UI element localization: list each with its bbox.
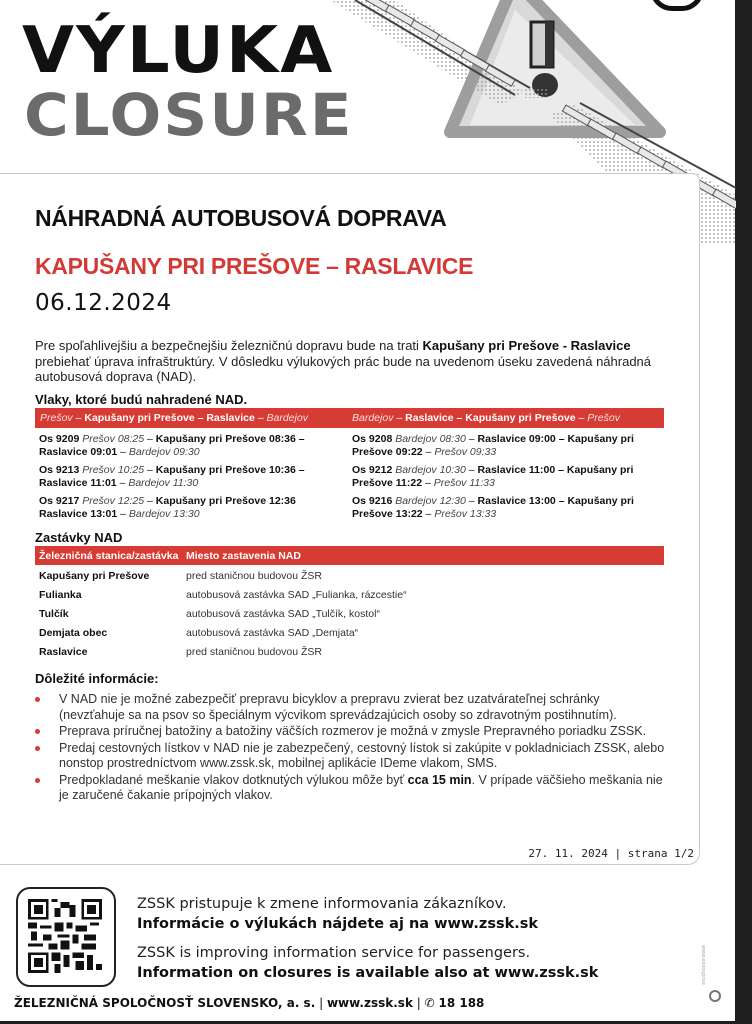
direction-from: Bardejov: [352, 412, 394, 424]
train-stop: Prešove 11:22: [352, 477, 423, 489]
phone-icon: ✆: [424, 996, 439, 1010]
list-item: [35, 773, 665, 804]
info-text: V NAD nie je možné zabezpečiť prepravu bicyklov a prepravu zvierat bez uzatvárateľnej schránky (nevzťahuje sa na psov so špeciálnym výcvikom sprevádzajúcich osoby so zdravotným postihnutím).: [59, 692, 617, 722]
list-item: [35, 741, 665, 772]
list-item: [35, 724, 665, 740]
intro-text: Pre spoľahlivejšiu a bezpečnejšiu železničnú dopravu bude na trati: [35, 338, 423, 353]
table-row: [35, 644, 664, 662]
train-end: Bardejov 09:30: [128, 446, 200, 458]
company-line: [14, 996, 484, 1010]
stop-place: pred staničnou budovou ŽSR: [186, 646, 323, 658]
train-stop: Raslavice 13:01: [39, 508, 118, 520]
train-stop: Raslavice 11:01: [39, 477, 117, 489]
trains-section-title: Vlaky, ktoré budú nahradené NAD.: [35, 392, 248, 407]
intro-paragraph: [35, 338, 655, 385]
company-name: ŽELEZNIČNÁ SPOLOČNOSŤ SLOVENSKO, a. s.: [14, 996, 316, 1010]
info-text: Predaj cestovných lístkov v NAD nie je zabezpečený, cestovný lístok si zakúpite v pokladniciach ZSSK, alebo nonstop prostredníctvom www.zssk.sk, mobilnej aplikácie IDeme vlakom, SMS.: [59, 740, 665, 770]
direction-to: Bardejov: [266, 412, 308, 424]
bullet-icon: [35, 697, 40, 702]
train-entry: Os 9213 Prešov 10:25 – Kapušany pri Prešove 10:36 – Raslavice 11:01 – Bardejov 11:30: [39, 464, 305, 489]
separator: –: [575, 412, 588, 424]
viewer-edge-strip: [735, 0, 752, 1024]
train-end: Prešov 11:33: [433, 477, 495, 489]
train-number: Os 9216: [352, 495, 393, 507]
train-number: Os 9212: [352, 464, 393, 476]
separator: –: [393, 412, 406, 424]
train-entry: Os 9216 Bardejov 12:30 – Raslavice 13:00 – Kapušany pri Prešove 13:22 – Prešov 13:33: [352, 495, 634, 520]
train-number: Os 9208: [352, 433, 393, 445]
notice-date: 06.12.2024: [35, 290, 172, 316]
train-start: Bardejov 12:30: [395, 495, 466, 507]
separator: –: [72, 412, 85, 424]
bullet-icon: [35, 778, 40, 783]
train-number: Os 9213: [39, 464, 80, 476]
info-text: Preprava príručnej batožiny a batožiny väčších rozmerov je možná v zmysle Prepravného poriadku ZSSK.: [59, 724, 647, 738]
info-text: Predpokladané meškanie vlakov dotknutých výlukou môže byť: [59, 772, 408, 787]
qr-code-icon[interactable]: [16, 887, 116, 987]
promo-en-line2: Information on closures is available also at www.zssk.sk: [137, 965, 599, 981]
train-stop: Raslavice 11:00 – Kapušany pri: [477, 464, 634, 476]
station-name: Demjata obec: [39, 627, 108, 639]
direction-header-2: [352, 412, 620, 424]
stops-section-title: Zastávky NAD: [35, 530, 123, 545]
train-entry: Os 9212 Bardejov 10:30 – Raslavice 11:00 – Kapušany pri Prešove 11:22 – Prešov 11:33: [352, 464, 634, 489]
train-end: Prešov 13:33: [434, 508, 497, 520]
intro-text-cont: prebiehať úprava infraštruktúry. V dôsledku výlukových prác bude na uvedenom úseku zavedená náhradná autobusová doprava (NAD).: [35, 353, 652, 384]
notice-heading: NÁHRADNÁ AUTOBUSOVÁ DOPRAVA: [35, 205, 447, 231]
table-row: [35, 606, 664, 624]
notice-route: KAPUŠANY PRI PREŠOVE – RASLAVICE: [35, 253, 474, 279]
stop-place: autobusová zastávka SAD „Demjata“: [186, 627, 359, 639]
train-end: Bardejov 11:30: [128, 477, 199, 489]
column-header-station: Železničná stanica/zastávka: [39, 550, 179, 562]
promo-en-line1: ZSSK is improving information service for passengers.: [137, 945, 531, 961]
train-stop: Raslavice 09:01: [39, 446, 118, 458]
table-row: [35, 625, 664, 643]
recycle-icon: [709, 990, 721, 1002]
important-info-list: [35, 692, 665, 805]
station-name: Kapušany pri Prešove: [39, 570, 150, 582]
stops-table-header: [35, 546, 664, 565]
train-end: Prešov 09:33: [434, 446, 497, 458]
bullet-icon: [35, 729, 40, 734]
direction-middle: Kapušany pri Prešove – Raslavice: [84, 412, 255, 424]
train-start: Bardejov 08:30: [395, 433, 466, 445]
page-subtitle: CLOSURE: [24, 81, 354, 149]
direction-to: Prešov: [587, 412, 620, 424]
info-text: . V prípade väčšieho meškania nie je zaručené čakanie prípojných vlakov.: [59, 772, 663, 802]
train-entry: Os 9209 Prešov 08:25 – Kapušany pri Prešove 08:36 – Raslavice 09:01 – Bardejov 09:30: [39, 433, 305, 458]
train-stop: Kapušany pri Prešove 12:36: [155, 495, 296, 507]
train-start: Bardejov 10:30: [395, 464, 466, 476]
train-stop: Raslavice 13:00 – Kapušany pri: [477, 495, 634, 507]
train-start: Prešov 10:25: [82, 464, 145, 476]
train-stop: Kapušany pri Prešove 10:36 –: [155, 464, 305, 476]
train-end: Bardejov 13:30: [128, 508, 200, 520]
company-phone: 18 188: [438, 996, 485, 1010]
important-info-title: Dôležité informácie:: [35, 671, 159, 686]
promo-sk-line1: ZSSK pristupuje k zmene informovania zákazníkov.: [137, 896, 507, 912]
station-name: Raslavice: [39, 646, 88, 658]
train-stop: Kapušany pri Prešove 08:36 –: [155, 433, 305, 445]
trains-table-header: [35, 408, 664, 428]
stop-place: pred staničnou budovou ŽSR: [186, 570, 323, 582]
table-row: [35, 568, 664, 586]
train-stop: Prešove 09:22: [352, 446, 423, 458]
separator: |: [315, 996, 327, 1010]
print-credit: www.ekologicke: [700, 945, 706, 985]
page-title: VÝLUKA: [22, 14, 335, 88]
train-stop: Raslavice 09:00 – Kapušany pri: [477, 433, 634, 445]
direction-header-1: [40, 412, 308, 424]
qr-code-graphic: [28, 899, 102, 973]
train-entry: Os 9208 Bardejov 08:30 – Raslavice 09:00 – Kapušany pri Prešove 09:22 – Prešov 09:33: [352, 433, 634, 458]
direction-middle: Raslavice – Kapušany pri Prešove: [405, 412, 576, 424]
page-footer: 27. 11. 2024 | strana 1/2: [528, 847, 694, 860]
separator: –: [254, 412, 267, 424]
info-highlight: cca 15 min: [407, 772, 472, 787]
train-stop: Prešove 13:22: [352, 508, 423, 520]
bullet-icon: [35, 746, 40, 751]
intro-route: Kapušany pri Prešove - Raslavice: [422, 338, 631, 353]
train-number: Os 9209: [39, 433, 80, 445]
company-website[interactable]: www.zssk.sk: [326, 996, 413, 1010]
train-entry: Os 9217 Prešov 12:25 – Kapušany pri Prešove 12:36 Raslavice 13:01 – Bardejov 13:30: [39, 495, 296, 520]
stop-place: autobusová zastávka SAD „Fulianka, rázcestie“: [186, 589, 407, 601]
train-start: Prešov 12:25: [82, 495, 145, 507]
station-name: Fulianka: [39, 589, 82, 601]
list-item: [35, 692, 665, 723]
direction-from: Prešov: [40, 412, 73, 424]
promo-sk-line2: Informácie o výlukách nájdete aj na www.zssk.sk: [137, 916, 539, 932]
separator: |: [412, 996, 425, 1010]
train-number: Os 9217: [39, 495, 80, 507]
train-start: Prešov 08:25: [82, 433, 145, 445]
table-row: [35, 587, 664, 605]
station-name: Tulčík: [39, 608, 69, 620]
column-header-stop-place: Miesto zastavenia NAD: [186, 550, 301, 562]
stop-place: autobusová zastávka SAD „Tulčík, kostol“: [186, 608, 380, 620]
